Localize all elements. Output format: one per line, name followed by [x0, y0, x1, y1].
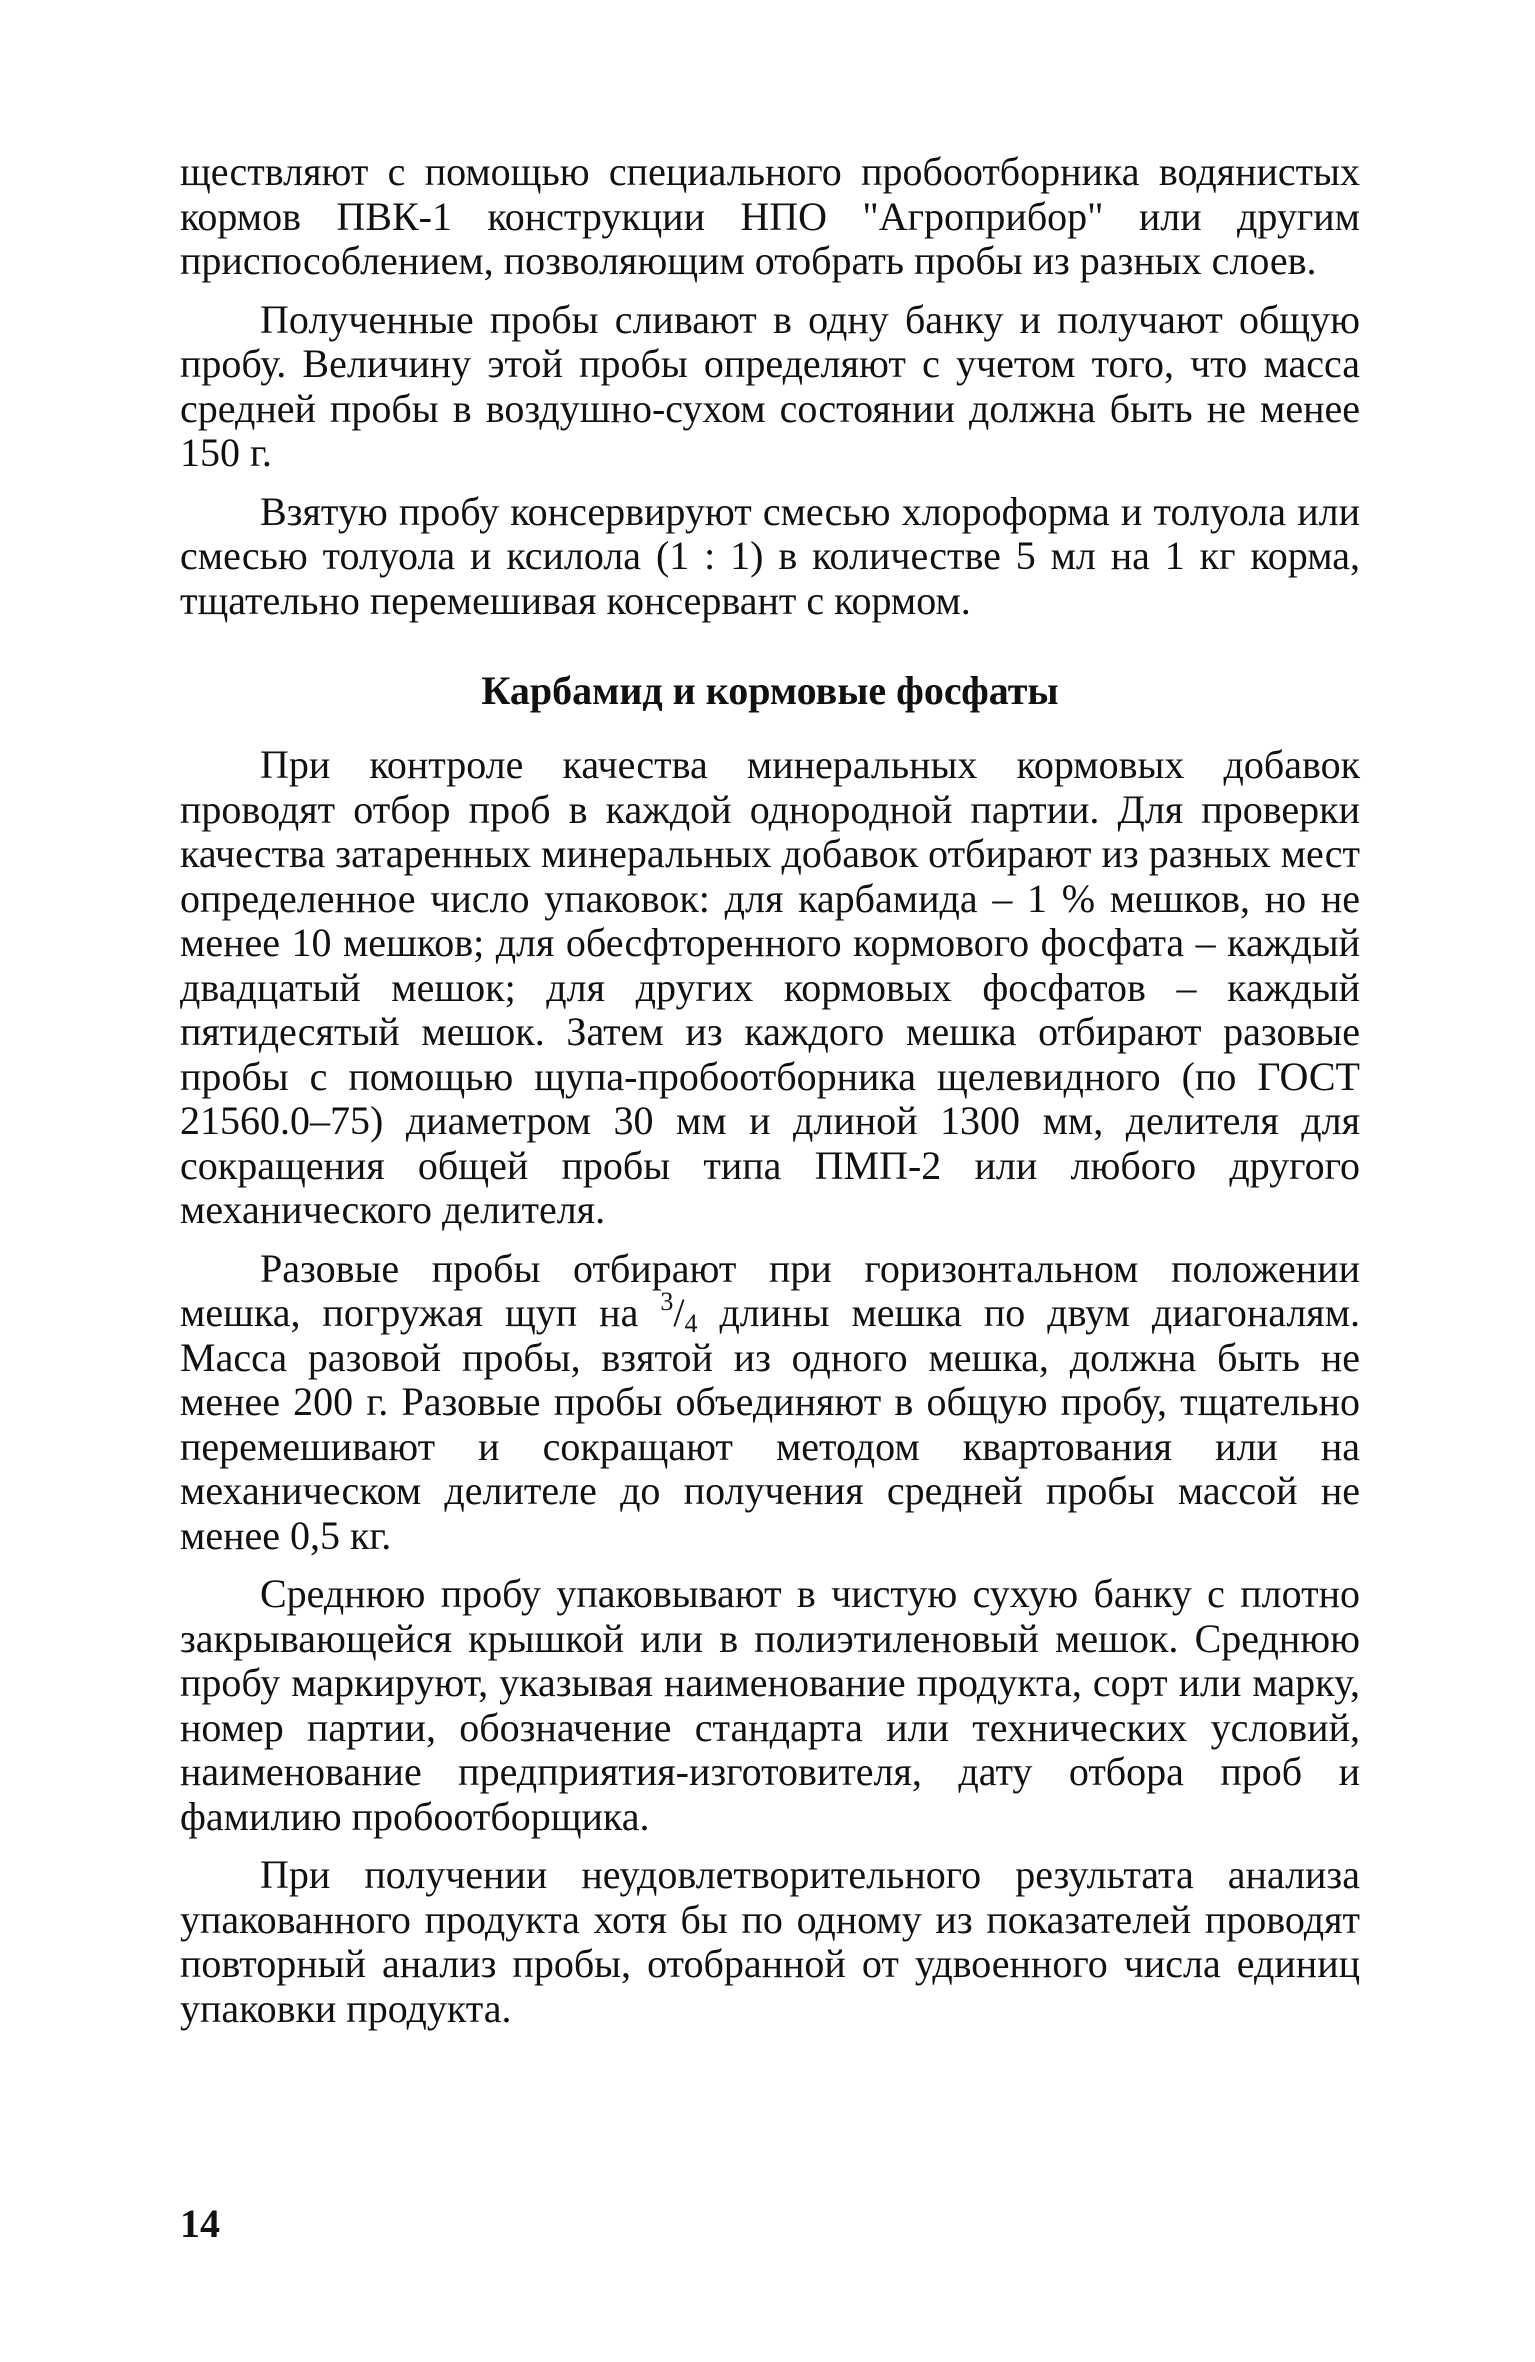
paragraph-single-samples — [180, 1247, 1360, 1559]
fraction-numerator: 3 — [660, 1287, 674, 1316]
paragraph-packaging: Среднюю пробу упаковывают в чистую сухую банку с плотно закрывающейся крышкой или в полиэтиленовый мешок. Среднюю пробу маркируют, указывая наименование продукта, сорт или марку, номер партии, обозначение стандарта или технических условий, наименование предприятия-изготовителя, дату отбора проб и фамилию пробоотборщика. — [180, 1571, 1360, 1839]
page-number: 14 — [180, 2201, 220, 2246]
paragraph-continued: ществляют с помощью специального пробоотборника водянистых кормов ПВК-1 конструкции НПО "Агроприбор" или другим приспособлением, позволяющим отобрать пробы из разных слоев. — [180, 149, 1360, 283]
page-body — [180, 150, 1360, 2031]
fraction-three-quarters — [660, 1287, 698, 1338]
paragraph-quality-control: При контроле качества минеральных кормовых добавок проводят отбор проб в каждой однородной партии. Для проверки качества затаренных минеральных добавок отбирают из разных мест определенное число упаковок: для карбамида – 1 % мешков, но не менее 10 мешков; для обесфторенного кормового фосфата – каждый двадцатый мешок; для других кормовых фосфатов – каждый пятидесятый мешок. Затем из каждого мешка отбирают разовые пробы с помощью щупа-пробоотборника щелевидного (по ГОСТ 21560.0–75) диаметром 30 мм и длиной 1300 мм, делителя для сокращения общей пробы типа ПМП-2 или любого другого механического делителя. — [180, 742, 1360, 1232]
paragraph-preservation: Взятую пробу консервируют смесью хлороформа и толуола или смесью толуола и ксилола (1 : 1) в количестве 5 мл на 1 кг корма, тщательно перемешивая консервант с кормом. — [180, 488, 1360, 623]
single-samples-text-end: длины мешка по двум диагоналям. Масса разовой пробы, взятой из одного мешка, должна быть не менее 200 г. Разовые пробы объединяют в общую пробу, тщательно перемешивают и сокращают методом квартования или на механическом делителе до получения средней пробы массой не менее 0,5 кг. — [180, 1290, 1361, 1558]
section-heading: Карбамид и кормовые фосфаты — [481, 668, 1059, 713]
paragraph-repeat-analysis: При получении неудовлетворительного результата анализа упакованного продукта хотя бы по одному из показателей проводят повторный анализ пробы, отобранной от удвоенного числа единиц упаковки продукта. — [180, 1852, 1360, 2031]
fraction-denominator: 4 — [684, 1309, 698, 1338]
paragraph-combined-sample: Полученные пробы сливают в одну банку и получают общую пробу. Величину этой пробы определяют с учетом того, что масса средней пробы в воздушно-сухом состоянии должна быть не менее 150 г. — [180, 296, 1360, 475]
single-samples-text-start: Разовые пробы отбирают при горизонтальном положении мешка, погружая щуп на — [180, 1245, 1360, 1335]
fraction-slash: / — [673, 1290, 685, 1335]
